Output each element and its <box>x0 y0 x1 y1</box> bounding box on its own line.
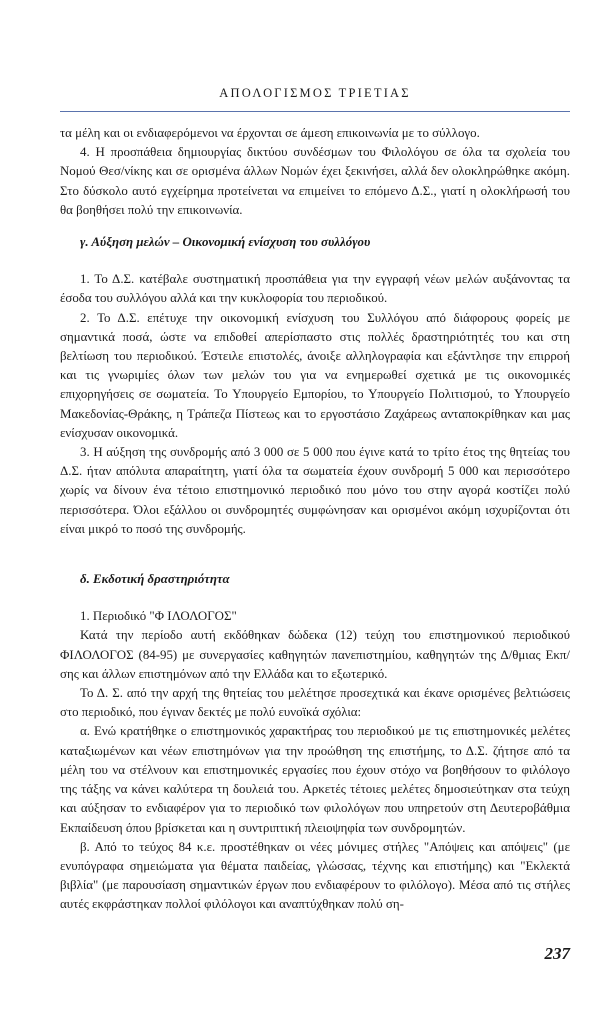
subsection-title-periodical: 1. Περιοδικό "Φ ΙΛΟΛΟΓΟΣ" <box>80 609 237 624</box>
paragraph-4: 4. Η προσπάθεια δημιουργίας δικτύου συνδέσμων του Φιλολόγου σε όλα τα σχολεία του Νομού Θεσ/νίκης και σε ορισμένα άλλων Νομών έχει ξεκινήσει, αλλά δεν ολοκληρώθηκε ακόμη. Στο δύσκολο αυτό εγχείρημα προτείνεται να επιμείνει το επόμενο Δ.Σ., γιατί η ολοκλήρωσή του θα βοηθήσει πολύ την επικοινωνία. <box>60 145 570 217</box>
page-number: 237 <box>544 944 570 963</box>
paragraph-d1-a: α. Ενώ κρατήθηκε ο επιστημονικός χαρακτήρας του περιοδικού με τις επιστημονικές μελέτες καταξιωμένων και νέων επιστημόνων για την προώθηση της επιστήμης, το Δ.Σ. ζήτησε από τα μέλη του να στέλνουν και επιστημονικές εργασίες που έχουν στόχο να βοηθήσουν το φιλόλογο της τάξης να κάνει καλύτερα τη δουλειά του. Αρκετές τέτοιες μελέτες δημοσιεύτηκαν στα τεύχη και αύξησαν το ενδιαφέρον για το περιοδικό των φιλολόγων που υπηρετούν στη Δευτεροβάθμια Εκπαίδευση όπου βρίσκεται και η συντριπτική πλειοψηφία των συνδρομητών. <box>60 724 570 835</box>
section-heading-c: γ. Αύξηση μελών – Οικονομική ενίσχυση του συλλόγου <box>80 235 371 250</box>
paragraph-c1: 1. Το Δ.Σ. κατέβαλε συστηματική προσπάθεια για την εγγραφή νέων μελών αυξάνοντας τα έσοδα του συλλόγου αλλά και την κυκλοφορία του περιοδικού. <box>60 272 570 306</box>
section-gap <box>60 539 570 557</box>
paragraph-c2: 2. Το Δ.Σ. επέτυχε την οικονομική ενίσχυση του Συλλόγου από διάφορους φορείς με σημαντικά ποσά, ώστε να επιδοθεί απερίσπαστο στις πολλές δραστηριότητές του και στη βελτίωση του περιοδικού. Έστειλε επιστολές, άνοιξε αλληλογραφία και εξάντλησε την επιρροή και τις γνωριμίες όλων των μελών του για να ενημερωθεί σχετικά με τις οικονομικές επιχορηγήσεις σε σωματεία. Το Υπουργείο Εμπορίου, το Υπουργείο Πολιτισμού, το Υπουργείο Μακεδονίας-Θράκης, η Τράπεζα Πίστεως και το εργοστάσιο Ζαχάρεως ανταποκρίθηκαν και μας ενίσχυσαν οικονομικά. <box>60 310 570 440</box>
section-heading-d: δ. Εκδοτική δραστηριότητα <box>80 572 230 587</box>
paragraph-intro: τα μέλη και οι ενδιαφερόμενοι να έρχονται σε άμεση επικοινωνία με το σύλλογο. <box>60 126 480 140</box>
paragraph-d1-improvements: Το Δ. Σ. από την αρχή της θητείας του μελέτησε προσεχτικά και έκανε ορισμένες βελτιώσεις στο περιοδικό, που έγιναν δεκτές με πολύ ευνοϊκά σχόλια: <box>60 686 570 720</box>
header-rule <box>60 111 570 112</box>
paragraph-d1: Κατά την περίοδο αυτή εκδόθηκαν δώδεκα (12) τεύχη του επιστημονικού περιοδικού ΦΙΛΟΛΟΓΟΣ (84-95) με συνεργασίες καθηγητών πανεπιστημίου, καθηγητών της Δ/θμιας Εκπ/σης και άλλων επιστημόνων από την Ελλάδα και το εξωτερικό. <box>60 628 570 681</box>
body-text <box>60 124 570 915</box>
running-header: ΑΠΟΛΟΓΙΣΜΟΣ ΤΡΙΕΤΙΑΣ <box>219 86 411 100</box>
paragraph-c3: 3. Η αύξηση της συνδρομής από 3 000 σε 5 000 που έγινε κατά το τρίτο έτος της θητείας του Δ.Σ. ήταν απόλυτα απαραίτητη, γιατί όλα τα σωματεία έχουν συνδρομή 5 000 και περισσότερο χωρίς να δίνουν ένα τέτοιο επιστημονικό περιοδικό που μόνο του στην αγορά κοστίζει πολύ περισσότερα. Όλοι εξάλλου οι συνδρομητές συμφώνησαν και ορισμένοι ακόμη ισχυρίζονται ότι είναι μικρό το ποσό της συνδρομής. <box>60 445 570 536</box>
paragraph-d1-b: β. Από το τεύχος 84 κ.ε. προστέθηκαν οι νέες μόνιμες στήλες "Απόψεις και απόψεις" (με ενυπόγραφα σημειώματα για θέματα παιδείας, γλώσσας, τέχνης και επιστήμης) και "Εκλεκτά βιβλία" (με παρουσίαση σημαντικών έργων που ενδιαφέρουν το φιλόλογο). Μέσα από τις στήλες αυτές εκφράστηκαν πολλοί φιλόλογοι και αναπτύχθηκαν πολύ ση- <box>60 839 570 912</box>
